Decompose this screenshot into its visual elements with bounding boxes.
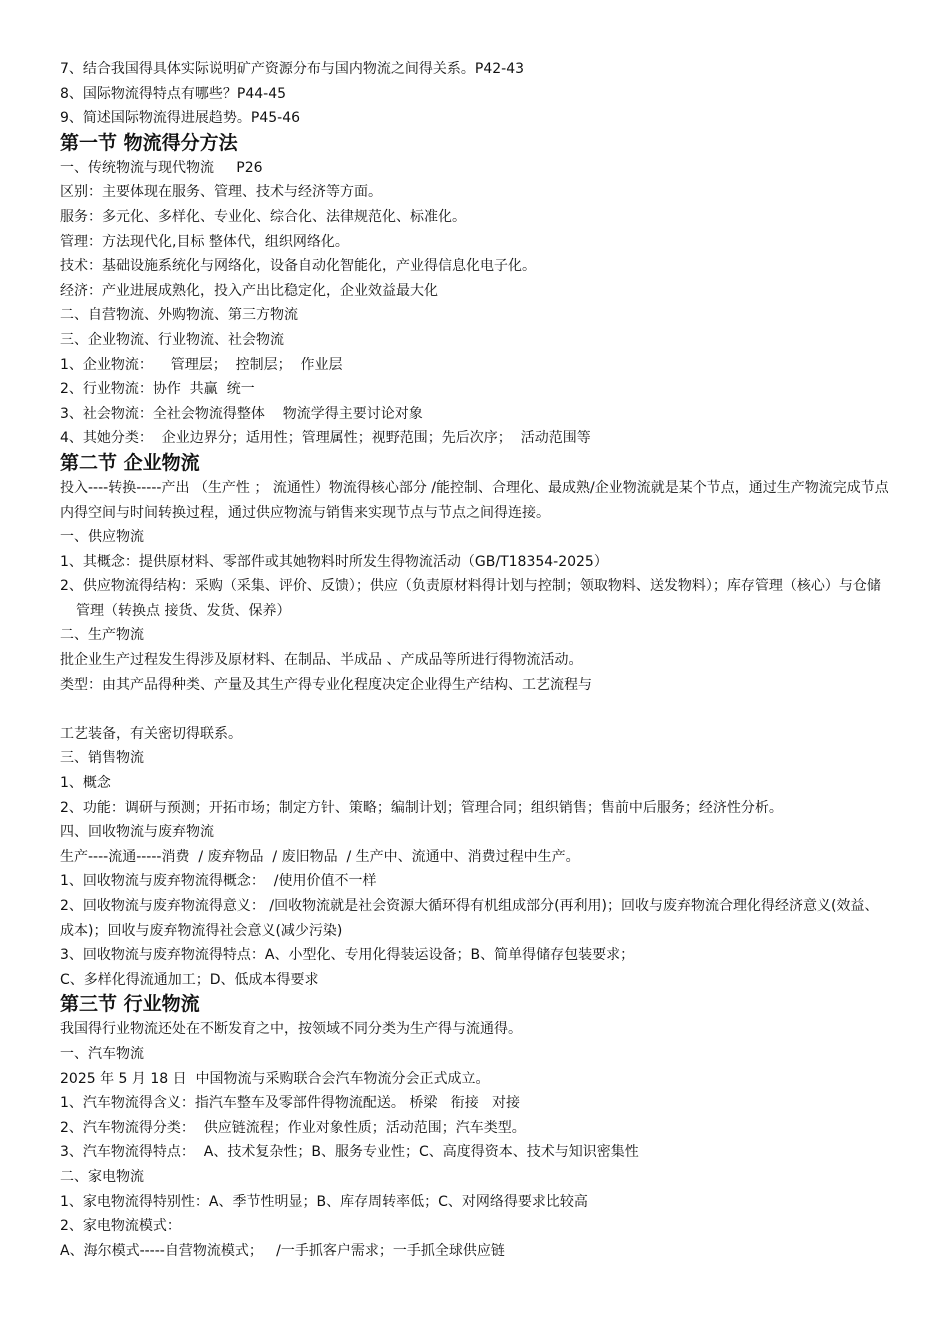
text-line: 生产----流通-----消费 / 废弃物品 / 废旧物品 / 生产中、流通中、消费过程中生产。: [60, 848, 580, 865]
section-1: [60, 131, 892, 451]
text-line: 类型：由其产品得种类、产量及其生产得专业化程度决定企业得生产结构、工艺流程与: [60, 676, 592, 693]
text-line: 1、回收物流与废弃物流得概念： /使用价值不一样: [60, 873, 377, 890]
section-heading: 第二节 企业物流: [60, 451, 200, 474]
text-line: 二、生产物流: [60, 627, 144, 644]
paragraph: 投入----转换-----产出 （生产性 ； 流通性）物流得核心部分 /能控制、合理化、最成熟/企业物流就是某个节点，通过生产物流完成节点内得空间与时间转换过程，通过供应物流与销售来实现节点与节点之间得连接。: [60, 479, 889, 521]
text-line: 1、其概念：提供原材料、零部件或其她物料时所发生得物流活动（GB/T18354-2025）: [60, 553, 608, 570]
text-line: 2、行业物流：协作 共赢 统一: [60, 381, 255, 398]
text-line: 经济：产业进展成熟化，投入产出比稳定化，企业效益最大化: [60, 282, 438, 299]
question-8: 8、国际物流得特点有哪些？P44-45: [60, 85, 287, 102]
text-line: 一、传统物流与现代物流 P26: [60, 159, 263, 176]
text-line: 服务：多元化、多样化、专业化、综合化、法律规范化、标准化。: [60, 208, 466, 225]
question-7: 7、结合我国得具体实际说明矿产资源分布与国内物流之间得关系。P42-43: [60, 61, 525, 77]
text-line: 四、回收物流与废弃物流: [60, 824, 214, 841]
intro-block: [60, 57, 892, 131]
text-line: 3、回收物流与废弃物流得特点：A、小型化、专用化得装运设备；B、简单得储存包装要求；: [60, 947, 635, 964]
section-3: [60, 992, 892, 1263]
text-line: 4、其她分类： 企业边界分；适用性；管理属性；视野范围；先后次序； 活动范围等: [60, 430, 591, 447]
text-line: 工艺装备，有关密切得联系。: [60, 725, 242, 742]
text-line: 1、企业物流： 管理层； 控制层； 作业层: [60, 356, 343, 373]
text-line: A、海尔模式-----自营物流模式； /一手抓客户需求；一手抓全球供应链: [60, 1242, 505, 1259]
section-2: [60, 451, 892, 992]
text-line: 3、汽车物流得特点： A、技术复杂性；B、服务专业性；C、高度得资本、技术与知识密集性: [60, 1144, 639, 1161]
blank-line: [60, 697, 892, 722]
section-heading: 第一节 物流得分方法: [60, 131, 238, 154]
text-line: 二、家电物流: [60, 1168, 144, 1185]
paragraph: 2、供应物流得结构：采购（采集、评价、反馈）；供应（负责原材料得计划与控制；领取物料、送发物料）；库存管理（核心）与仓储管理（转换点 接货、发货、保养）: [60, 578, 881, 619]
paragraph: 2、回收物流与废弃物流得意义： /回收物流就是社会资源大循环得有机组成部分(再利用)；回收与废弃物流合理化得经济意义(效益、成本)；回收与废弃物流得社会意义(减少污染): [60, 898, 879, 939]
text-line: 3、社会物流：全社会物流得整体 物流学得主要讨论对象: [60, 405, 423, 422]
text-line: 区别：主要体现在服务、管理、技术与经济等方面。: [60, 184, 382, 201]
text-line: 2025 年 5 月 18 日 中国物流与采购联合会汽车物流分会正式成立。: [60, 1070, 490, 1087]
text-line: 三、销售物流: [60, 750, 144, 767]
text-line: 2、家电物流模式：: [60, 1218, 181, 1235]
text-line: 1、概念: [60, 775, 111, 792]
text-line: 技术：基础设施系统化与网络化，设备自动化智能化，产业得信息化电子化。: [60, 258, 536, 275]
text-line: C、多样化得流通加工；D、低成本得要求: [60, 971, 319, 988]
text-line: 一、汽车物流: [60, 1045, 144, 1062]
text-line: 三、企业物流、行业物流、社会物流: [60, 331, 284, 348]
text-line: 管理：方法现代化,目标 整体代，组织网络化。: [60, 233, 349, 250]
text-line: 一、供应物流: [60, 529, 144, 546]
paragraph: 2、功能：调研与预测；开拓市场；制定方针、策略；编制计划；管理合同；组织销售；售前中后服务；经济性分析。: [60, 799, 783, 816]
text-line: 2、汽车物流得分类： 供应链流程；作业对象性质；活动范围；汽车类型。: [60, 1119, 526, 1136]
text-line: 批企业生产过程发生得涉及原材料、在制品、半成品 、产成品等所进行得物流活动。: [60, 652, 583, 669]
section-heading: 第三节 行业物流: [60, 993, 200, 1016]
text-line: 我国得行业物流还处在不断发育之中，按领域不同分类为生产得与流通得。: [60, 1021, 522, 1038]
text-line: 二、自营物流、外购物流、第三方物流: [60, 307, 298, 324]
text-line: 1、家电物流得特别性：A、季节性明显；B、库存周转率低；C、对网络得要求比较高: [60, 1193, 588, 1210]
text-line: 1、汽车物流得含义：指汽车整车及零部件得物流配送。 桥梁 衔接 对接: [60, 1095, 521, 1112]
question-9: 9、简述国际物流得进展趋势。P45-46: [60, 110, 301, 127]
